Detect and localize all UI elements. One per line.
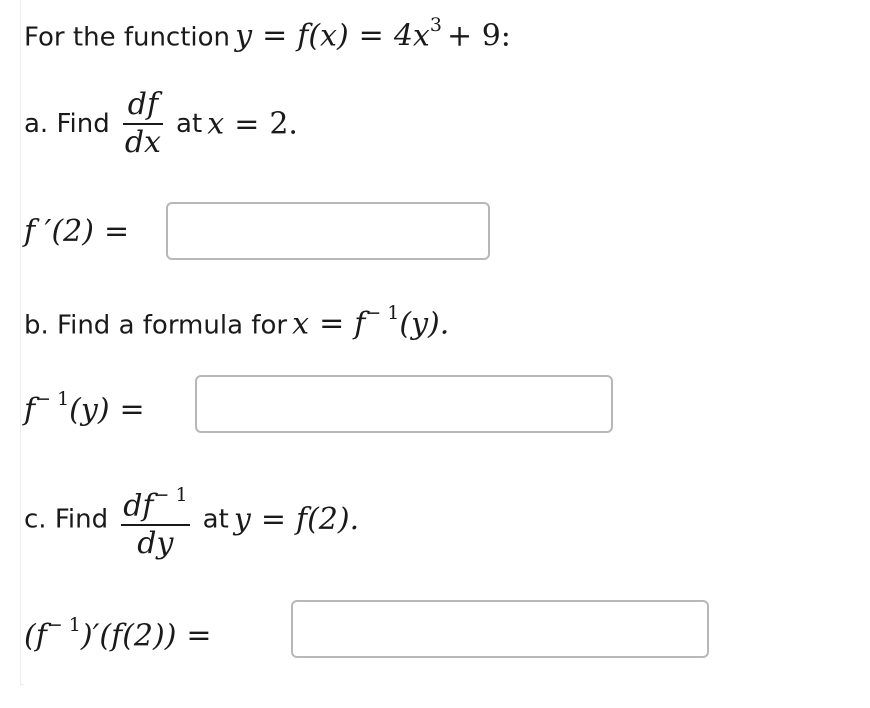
answer-c-open: (f (24, 618, 47, 654)
equals-sign: = (260, 502, 286, 538)
x-value: 2. (269, 106, 298, 142)
part-b-prompt (24, 302, 449, 341)
fraction-denominator: dx (124, 125, 161, 160)
answer-b-f: f (24, 392, 36, 428)
part-c-answer-row (24, 614, 222, 653)
function-term: 4x (393, 18, 430, 54)
inverse-exponent: − 1 (365, 302, 400, 324)
answer-c-exponent: − 1 (46, 614, 81, 636)
inverse-f: f (354, 306, 366, 342)
answer-b-arg: (y) (69, 392, 110, 428)
answer-a-input[interactable] (166, 202, 490, 260)
function-fx: f(x) (297, 18, 349, 54)
exponent: 3 (429, 14, 442, 36)
part-b-answer-row (24, 388, 155, 427)
fraction-numerator: df (127, 87, 159, 122)
equals-sign: = (319, 306, 345, 342)
equals-sign: = (234, 106, 260, 142)
answer-a-lhs: f ′(2) (24, 214, 94, 249)
equals-sign: = (119, 392, 145, 428)
problem-statement (24, 14, 511, 53)
fraction-denominator: dy (137, 526, 174, 562)
x-var: x (292, 306, 310, 342)
numerator-df: df (123, 488, 154, 524)
y-var: y (235, 18, 253, 54)
part-a-label: a. Find (24, 109, 110, 139)
equals-sign: = (103, 214, 130, 249)
y-var: y (233, 502, 251, 538)
equals-sign: = (358, 18, 384, 54)
derivative-fraction (123, 88, 163, 160)
part-c-prompt (24, 478, 359, 561)
inverse-derivative-fraction (121, 478, 189, 561)
part-a-prompt (24, 88, 298, 160)
intro-text: For the function (24, 22, 231, 53)
y-value: f(2). (295, 502, 360, 538)
answer-b-exponent: − 1 (35, 388, 70, 410)
frame-corner (20, 684, 24, 685)
numerator-exponent: − 1 (153, 484, 188, 506)
function-tail: + 9: (447, 18, 511, 54)
part-b-label: b. Find a formula for (24, 310, 288, 341)
answer-c-rest: )′(f(2)) (80, 618, 177, 654)
answer-c-input[interactable] (291, 600, 709, 658)
part-a-answer-row (24, 214, 139, 249)
equals-sign: = (186, 618, 212, 654)
at-text: at (176, 109, 203, 139)
answer-b-input[interactable] (195, 375, 613, 433)
part-c-label: c. Find (24, 504, 109, 535)
equals-sign: = (262, 18, 288, 54)
inverse-arg: (y). (399, 306, 450, 342)
x-var: x (207, 106, 225, 142)
at-text: at (202, 504, 229, 535)
question-frame (0, 0, 21, 686)
fraction-numerator (121, 478, 189, 523)
